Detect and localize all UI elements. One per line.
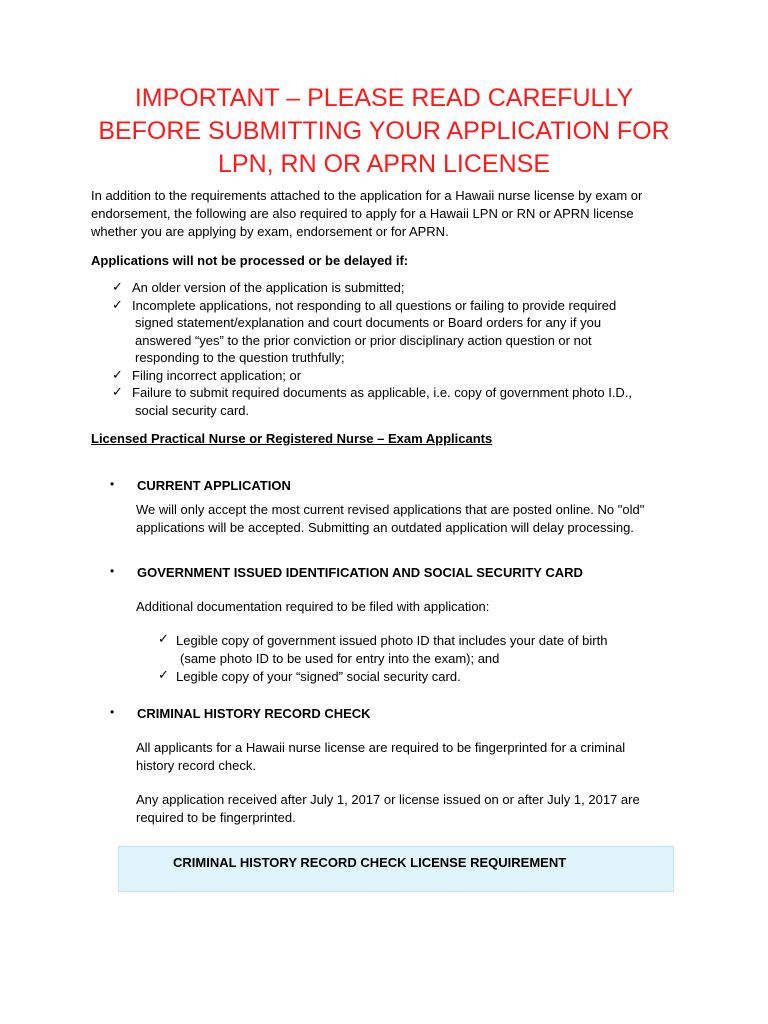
callout-text: CRIMINAL HISTORY RECORD CHECK LICENSE REQUIREMENT: [173, 855, 567, 870]
check-icon: ✓: [112, 279, 123, 294]
delay-item-2-line-1: Incomplete applications, not responding to all questions or failing to provide required: [132, 297, 617, 313]
criminal-history-paragraph-1: [136, 739, 625, 775]
delay-item-4-line-1: Failure to submit required documents as applicable, i.e. copy of government photo I.D.,: [132, 385, 633, 400]
requirement-callout-box: [118, 846, 674, 892]
intro-line-3: whether you are applying by exam, endorsement or for APRN.: [91, 224, 449, 239]
gov-id-intro: [136, 598, 489, 616]
check-icon: ✓: [158, 667, 169, 682]
intro-paragraph: [91, 187, 691, 241]
list-item: [112, 297, 632, 367]
criminal-p2-line-1: Any application received after July 1, 2017 or license issued on or after July 1, 2017 are: [136, 792, 640, 807]
intro-line-1: In addition to the requirements attached to the application for a Hawaii nurse license by exam or: [91, 188, 643, 203]
gov-id-intro-line: Additional documentation required to be filed with application:: [136, 599, 490, 614]
delay-item-3-line-1: Filing incorrect application; or: [132, 367, 302, 383]
check-icon: ✓: [158, 631, 169, 646]
list-item: [112, 279, 632, 297]
page-title: [60, 82, 708, 181]
gov-id-item-2: Legible copy of your “signed” social security card.: [176, 669, 461, 684]
section-heading: Licensed Practical Nurse or Registered Nurse – Exam Applicants: [91, 431, 493, 446]
delay-item-1-line-1: An older version of the application is submitted;: [132, 280, 405, 295]
bullet-icon: •: [110, 564, 115, 578]
bullet-icon: •: [110, 477, 115, 491]
delay-item-4-line-2: social security card.: [135, 402, 250, 418]
list-item: [112, 384, 632, 419]
intro-line-2: endorsement, the following are also required to apply for a Hawaii LPN or RN or APRN license: [91, 206, 634, 221]
gov-id-item-1-line-1: Legible copy of government issued photo ID that includes your date of birth: [176, 633, 608, 648]
delay-heading: Applications will not be processed or be delayed if:: [91, 253, 409, 268]
current-application-line-2: applications will be accepted. Submitting an outdated application will delay processing.: [136, 520, 634, 535]
bullet-icon: •: [110, 705, 115, 719]
delay-item-2-line-3: answered “yes” to the prior conviction or prior disciplinary action question or not: [135, 332, 592, 348]
list-item: [158, 632, 607, 668]
criminal-history-paragraph-2: [136, 791, 640, 827]
title-line-2: BEFORE SUBMITTING YOUR APPLICATION FOR: [98, 117, 670, 145]
criminal-p2-line-2: required to be fingerprinted.: [136, 810, 296, 825]
gov-id-checklist: [158, 632, 607, 686]
title-line-3: LPN, RN OR APRN LICENSE: [217, 150, 551, 178]
list-item: [112, 367, 632, 385]
current-application-text: [136, 501, 644, 537]
criminal-p1-line-1: All applicants for a Hawaii nurse license are required to be fingerprinted for a criminal: [136, 740, 626, 755]
gov-id-heading: GOVERNMENT ISSUED IDENTIFICATION AND SOCIAL SECURITY CARD: [137, 565, 583, 580]
delay-checklist: [112, 279, 632, 419]
check-icon: ✓: [112, 384, 123, 399]
check-icon: ✓: [112, 366, 123, 382]
current-application-heading: CURRENT APPLICATION: [137, 478, 291, 493]
gov-id-item-1-line-2: (same photo ID to be used for entry into the exam); and: [180, 651, 500, 666]
check-icon: ✓: [112, 296, 123, 312]
delay-item-2-line-2: signed statement/explanation and court documents or Board orders for any if you: [135, 315, 602, 330]
title-line-1: IMPORTANT – PLEASE READ CAREFULLY: [134, 84, 634, 112]
current-application-line-1: We will only accept the most current revised applications that are posted online. No "old": [136, 502, 645, 517]
delay-item-2-line-4: responding to the question truthfully;: [135, 350, 345, 365]
criminal-p1-line-2: history record check.: [136, 758, 256, 773]
criminal-history-heading: CRIMINAL HISTORY RECORD CHECK: [137, 706, 371, 721]
list-item: [158, 668, 607, 686]
